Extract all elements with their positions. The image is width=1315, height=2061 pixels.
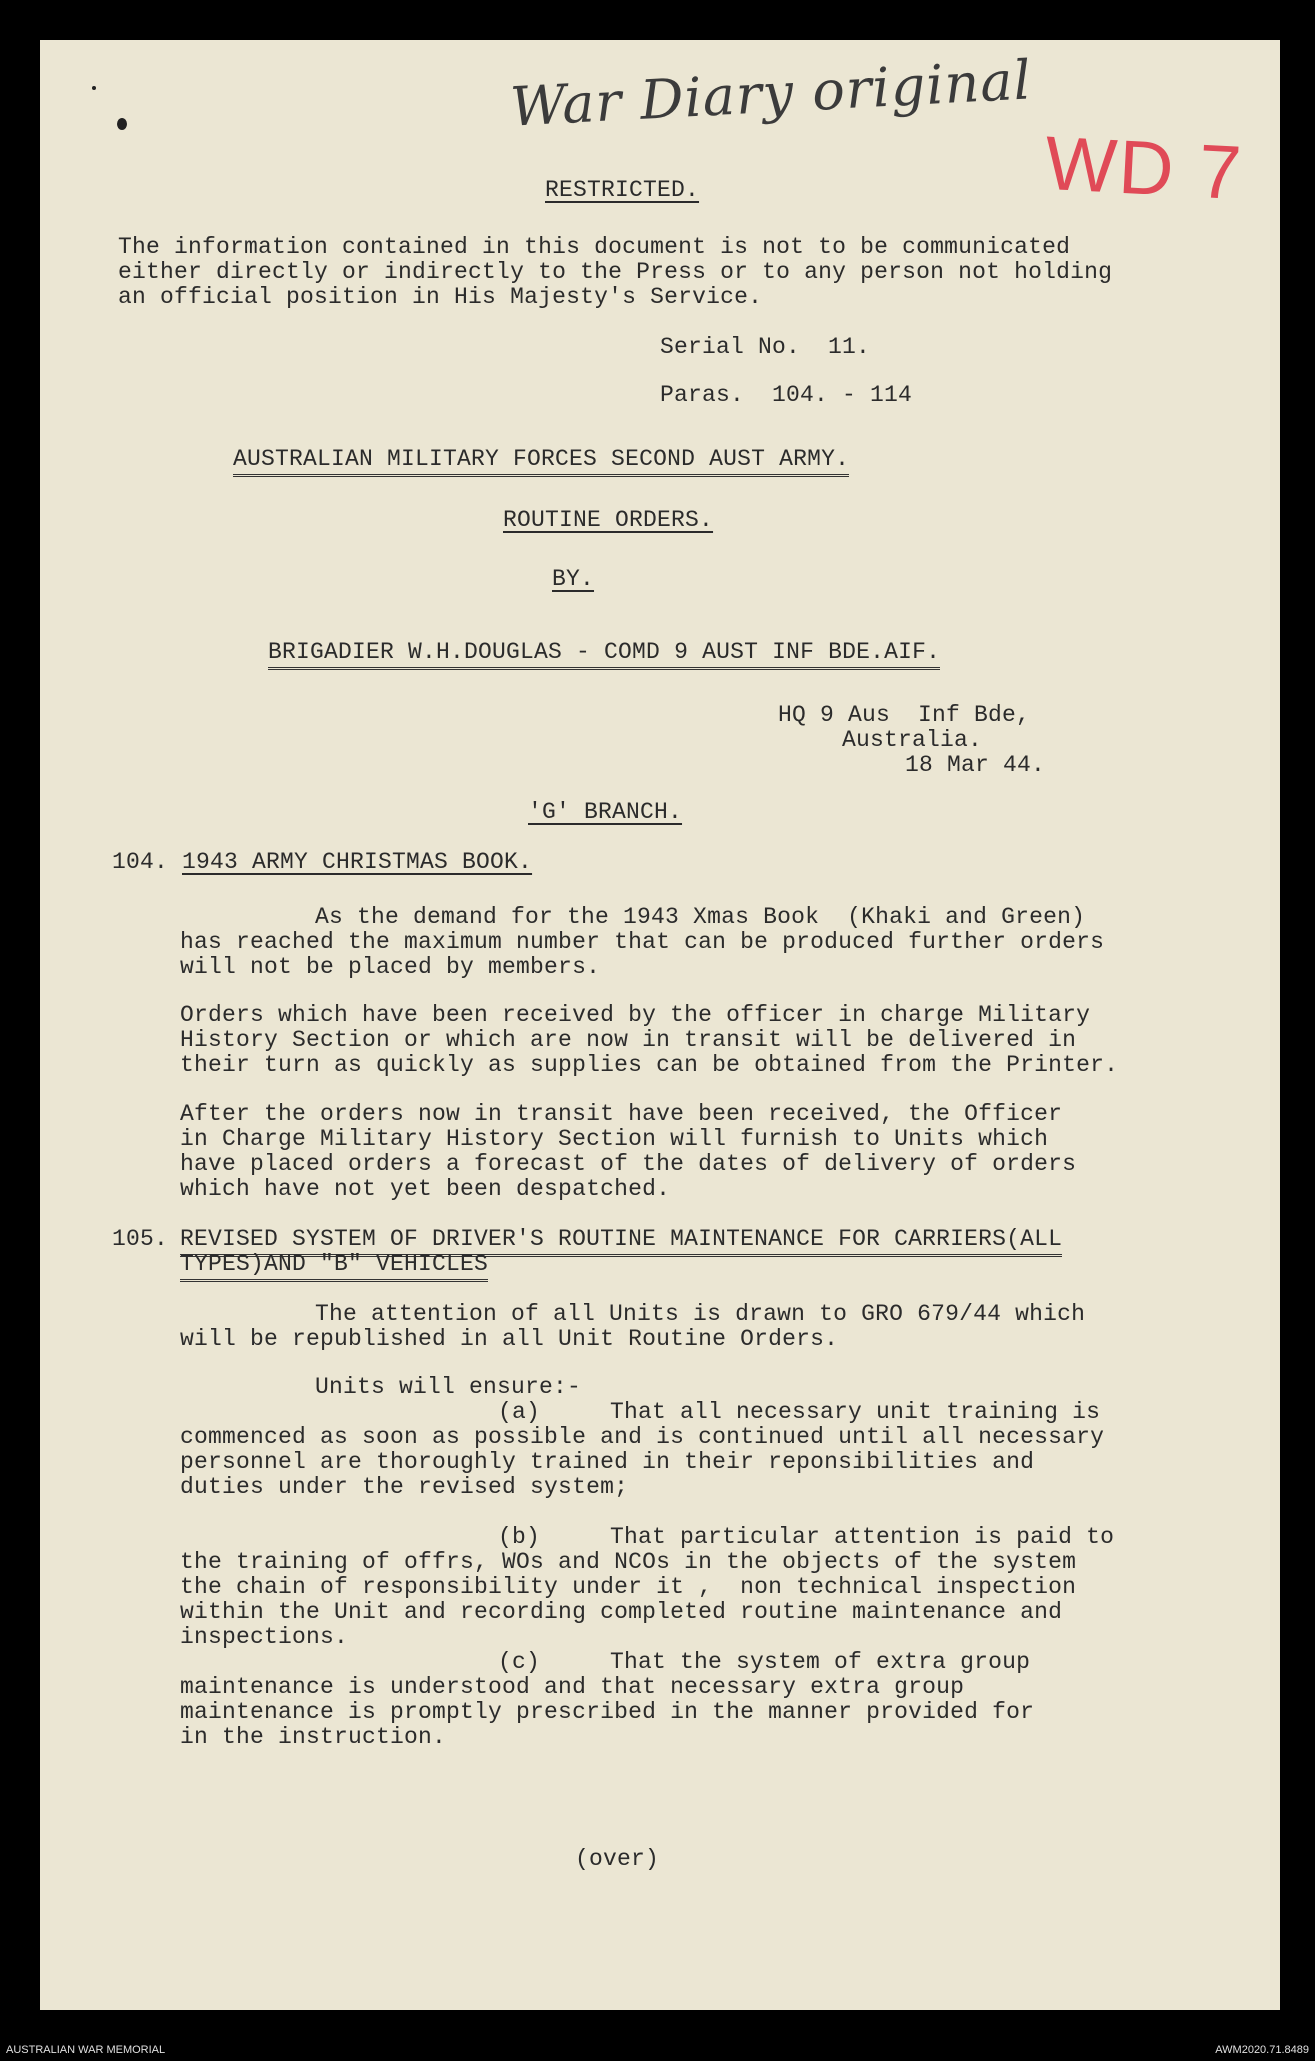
branch-heading: 'G' BRANCH.	[528, 799, 683, 825]
item-105-a-line-3: personnel are thoroughly trained in their reponsibilities and	[180, 1449, 1035, 1475]
item-104-heading: 1943 ARMY CHRISTMAS BOOK.	[182, 849, 533, 875]
ink-speck	[92, 86, 96, 90]
address-line-1: HQ 9 Aus Inf Bde,	[778, 702, 1031, 728]
item-104-p1-line-2: has reached the maximum number that can be produced further orders	[180, 929, 1105, 955]
item-104-p3-line-4: which have not yet been despatched.	[180, 1176, 671, 1202]
classification-heading: RESTRICTED.	[545, 177, 700, 203]
item-105-number: 105.	[112, 1226, 169, 1252]
item-105-b-line-2: the training of offrs, WOs and NCOs in the objects of the system	[180, 1549, 1077, 1575]
commander-title: BRIGADIER W.H.DOUGLAS - COMD 9 AUST INF BDE.AIF.	[268, 640, 940, 670]
item-105-ensure: Units will ensure:-	[315, 1374, 582, 1400]
forces-title: AUSTRALIAN MILITARY FORCES SECOND AUST ARMY.	[233, 447, 849, 477]
item-105-b-line-4: within the Unit and recording completed routine maintenance and	[180, 1599, 1063, 1625]
item-105-intro-line-2: will be republished in all Unit Routine Orders.	[180, 1326, 839, 1352]
item-105-a-line-1: (a) That all necessary unit training is	[498, 1399, 1101, 1425]
item-104-number: 104.	[112, 849, 169, 875]
footer-left: AUSTRALIAN WAR MEMORIAL	[6, 2044, 166, 2056]
notice-line-2: either directly or indirectly to the Press or to any person not holding	[118, 259, 1113, 285]
item-104-p2-line-2: History Section or which are now in transit will be delivered in	[180, 1027, 1077, 1053]
address-date: 18 Mar 44.	[905, 752, 1046, 778]
item-105-c-line-3: maintenance is promptly prescribed in the manner provided for	[180, 1699, 1035, 1725]
item-105-heading-line-2: TYPES)AND "B" VEHICLES	[180, 1252, 488, 1282]
item-105-a-line-4: duties under the revised system;	[180, 1474, 629, 1500]
item-105-b-line-3: the chain of responsibility under it , non technical inspection	[180, 1574, 1077, 1600]
item-104-p3-line-3: have placed orders a forecast of the dates of delivery of orders	[180, 1151, 1077, 1177]
paras-range: Paras. 104. - 114	[660, 382, 913, 408]
over-indicator: (over)	[575, 1846, 660, 1872]
red-annotation: WD 7	[1042, 120, 1246, 217]
item-104-p3-line-2: in Charge Military History Section will furnish to Units which	[180, 1126, 1049, 1152]
by-title: BY.	[552, 566, 595, 592]
routine-orders-title: ROUTINE ORDERS.	[503, 507, 714, 533]
footer-right: AWM2020.71.8489	[1215, 2044, 1309, 2056]
item-105-heading-line-1: REVISED SYSTEM OF DRIVER'S ROUTINE MAINTENANCE FOR CARRIERS(ALL	[180, 1227, 1062, 1257]
item-104-p2-line-1: Orders which have been received by the officer in charge Military	[180, 1002, 1091, 1028]
item-105-intro-line-1: The attention of all Units is drawn to GRO 679/44 which	[315, 1301, 1086, 1327]
serial-number: Serial No. 11.	[660, 334, 871, 360]
item-104-p1-line-3: will not be placed by members.	[180, 954, 601, 980]
item-105-b-line-5: inspections.	[180, 1624, 349, 1650]
item-105-c-line-1: (c) That the system of extra group	[498, 1649, 1031, 1675]
item-105-c-line-4: in the instruction.	[180, 1724, 447, 1750]
handwritten-annotation: War Diary original	[508, 48, 1034, 139]
address-line-2: Australia.	[842, 727, 983, 753]
item-105-a-line-2: commenced as soon as possible and is continued until all necessary	[180, 1424, 1105, 1450]
item-105-b-line-1: (b) That particular attention is paid to	[498, 1524, 1115, 1550]
document-page	[40, 40, 1280, 2010]
notice-line-3: an official position in His Majesty's Service.	[118, 284, 763, 310]
item-104-p3-line-1: After the orders now in transit have been received, the Officer	[180, 1101, 1063, 1127]
item-104-p1-line-1: As the demand for the 1943 Xmas Book (Khaki and Green)	[315, 904, 1086, 930]
item-104-p2-line-3: their turn as quickly as supplies can be obtained from the Printer.	[180, 1052, 1119, 1078]
ink-speck	[117, 118, 127, 130]
item-105-c-line-2: maintenance is understood and that necessary extra group	[180, 1674, 965, 1700]
notice-line-1: The information contained in this document is not to be communicated	[118, 234, 1071, 260]
